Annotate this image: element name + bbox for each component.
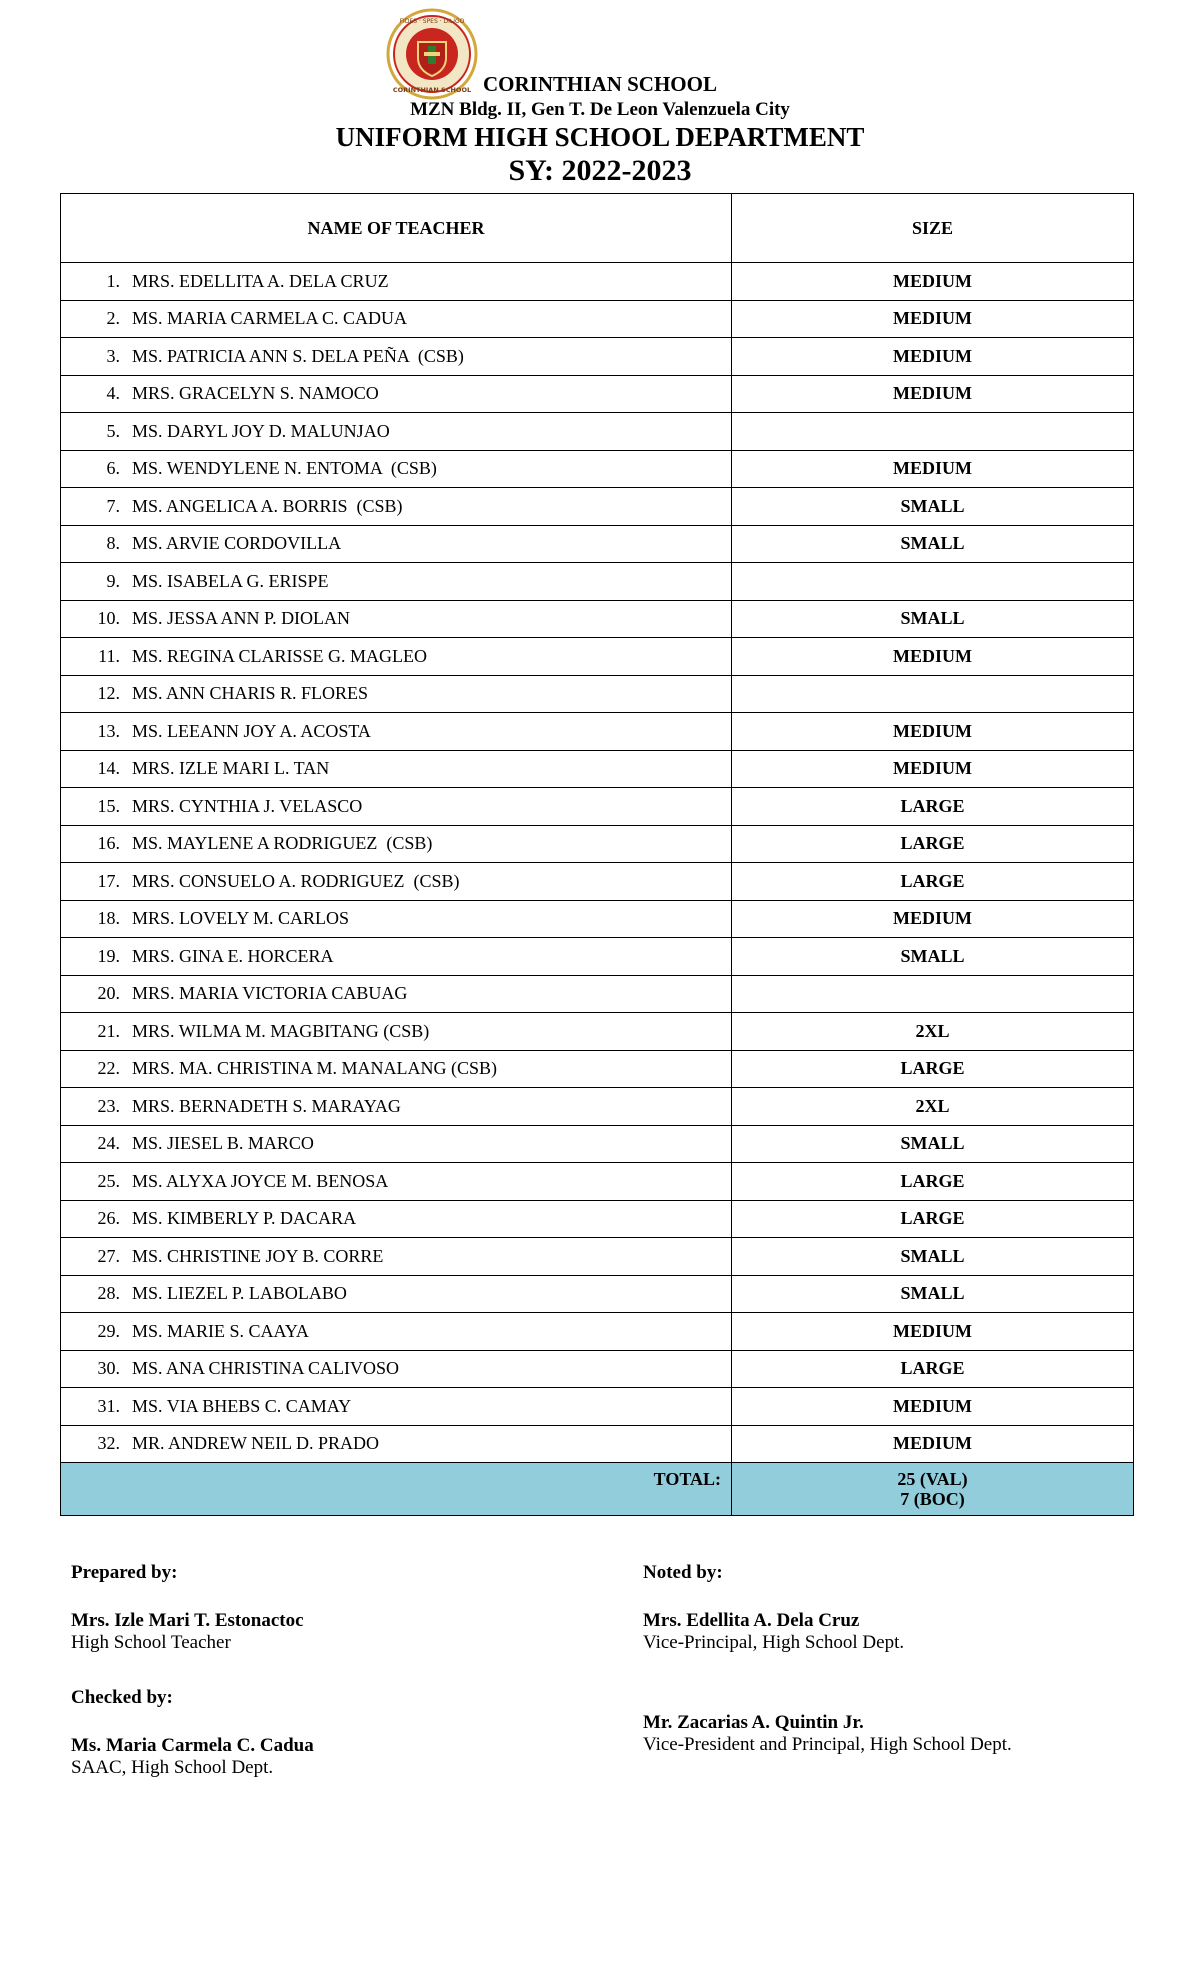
teacher-name-cell	[61, 675, 732, 713]
row-number: 1.	[106, 270, 120, 291]
teacher-name: MRS. LOVELY M. CARLOS	[132, 908, 350, 929]
uniform-size-table	[60, 193, 1134, 1516]
approved-by-title: Vice-President and Principal, High School Dept.	[643, 1734, 1012, 1755]
table-row	[61, 975, 1134, 1013]
uniform-size-cell: SMALL	[732, 525, 1134, 563]
teacher-name-cell	[61, 1350, 732, 1388]
table-row	[61, 338, 1134, 376]
teacher-name: MRS. GRACELYN S. NAMOCO	[132, 383, 379, 404]
noted-by-block	[643, 1562, 904, 1654]
teacher-name-cell	[61, 788, 732, 826]
teacher-name: MS. ARVIE CORDOVILLA	[132, 533, 342, 554]
teacher-name: MS. PATRICIA ANN S. DELA PEÑA (CSB)	[132, 345, 464, 366]
teacher-name-cell	[61, 713, 732, 751]
teacher-name: MS. LIEZEL P. LABOLABO	[132, 1283, 347, 1304]
table-row	[61, 675, 1134, 713]
approved-by-block	[643, 1712, 1012, 1756]
svg-text:CORINTHIAN SCHOOL: CORINTHIAN SCHOOL	[392, 86, 472, 94]
table-row	[61, 750, 1134, 788]
teacher-name: MS. MARIE S. CAAYA	[132, 1320, 309, 1341]
table-row	[61, 563, 1134, 601]
total-row	[61, 1463, 1134, 1516]
teacher-name: MR. ANDREW NEIL D. PRADO	[132, 1433, 380, 1454]
table-row	[61, 1425, 1134, 1463]
teacher-name: MRS. GINA E. HORCERA	[132, 945, 334, 966]
row-number: 6.	[106, 458, 120, 479]
teacher-name: MS. JESSA ANN P. DIOLAN	[132, 608, 351, 629]
table-row	[61, 1350, 1134, 1388]
prepared-by-title: High School Teacher	[71, 1632, 231, 1653]
teacher-name-cell	[61, 1163, 732, 1201]
table-row	[61, 600, 1134, 638]
table-row	[61, 863, 1134, 901]
teacher-name-cell	[61, 263, 732, 301]
row-number: 10.	[97, 608, 120, 629]
teacher-name: MRS. EDELLITA A. DELA CRUZ	[132, 270, 389, 291]
table-row	[61, 825, 1134, 863]
teacher-name-cell	[61, 413, 732, 451]
teacher-name-cell	[61, 938, 732, 976]
uniform-size-cell: SMALL	[732, 938, 1134, 976]
total-values	[732, 1463, 1134, 1516]
school-year: SY: 2022-2023	[508, 154, 692, 187]
teacher-name: MS. ANA CHRISTINA CALIVOSO	[132, 1358, 400, 1379]
uniform-size-cell: MEDIUM	[732, 713, 1134, 751]
row-number: 2.	[106, 308, 120, 329]
row-number: 17.	[97, 870, 120, 891]
row-number: 12.	[97, 683, 120, 704]
teacher-name-cell	[61, 975, 732, 1013]
uniform-size-cell	[732, 675, 1134, 713]
school-name: CORINTHIAN SCHOOL	[483, 72, 717, 96]
svg-text:FIDES · SPES · DILIGO: FIDES · SPES · DILIGO	[399, 18, 465, 25]
teacher-name: MRS. IZLE MARI L. TAN	[132, 758, 330, 779]
teacher-name: MS. REGINA CLARISSE G. MAGLEO	[132, 645, 428, 666]
table-row	[61, 788, 1134, 826]
uniform-size-cell: MEDIUM	[732, 900, 1134, 938]
row-number: 15.	[97, 795, 120, 816]
teacher-name: MS. CHRISTINE JOY B. CORRE	[132, 1245, 384, 1266]
teacher-name-cell	[61, 1388, 732, 1426]
row-number: 22.	[97, 1058, 120, 1079]
row-number: 18.	[97, 908, 120, 929]
teacher-name-cell	[61, 300, 732, 338]
uniform-size-cell	[732, 563, 1134, 601]
uniform-size-cell: SMALL	[732, 1238, 1134, 1276]
teacher-name: MS. ALYXA JOYCE M. BENOSA	[132, 1170, 389, 1191]
noted-by-label: Noted by:	[643, 1562, 723, 1583]
teacher-name: MS. DARYL JOY D. MALUNJAO	[132, 420, 390, 441]
uniform-size-cell: MEDIUM	[732, 375, 1134, 413]
table-row	[61, 263, 1134, 301]
uniform-size-cell: SMALL	[732, 488, 1134, 526]
row-number: 3.	[106, 345, 120, 366]
uniform-size-cell: 2XL	[732, 1088, 1134, 1126]
teacher-name: MS. MAYLENE A RODRIGUEZ (CSB)	[132, 833, 433, 854]
teacher-name-cell	[61, 600, 732, 638]
row-number: 29.	[97, 1320, 120, 1341]
size-column-header: SIZE	[732, 194, 1134, 263]
row-number: 25.	[97, 1170, 120, 1191]
teacher-name-cell	[61, 1238, 732, 1276]
teacher-name: MRS. CONSUELO A. RODRIGUEZ (CSB)	[132, 870, 460, 891]
table-row	[61, 1238, 1134, 1276]
name-column-header: NAME OF TEACHER	[61, 194, 732, 263]
row-number: 16.	[97, 833, 120, 854]
row-number: 31.	[97, 1395, 120, 1416]
uniform-size-cell: MEDIUM	[732, 1313, 1134, 1351]
teacher-name: MRS. MA. CHRISTINA M. MANALANG (CSB)	[132, 1058, 498, 1079]
teacher-name: MRS. BERNADETH S. MARAYAG	[132, 1095, 401, 1116]
teacher-name-cell	[61, 825, 732, 863]
checked-by-label: Checked by:	[71, 1687, 173, 1708]
row-number: 4.	[106, 383, 120, 404]
teacher-name: MS. LEEANN JOY A. ACOSTA	[132, 720, 371, 741]
table-row	[61, 1013, 1134, 1051]
table-row	[61, 1275, 1134, 1313]
teacher-name: MS. VIA BHEBS C. CAMAY	[132, 1395, 352, 1416]
uniform-size-cell: MEDIUM	[732, 300, 1134, 338]
teacher-name-cell	[61, 1125, 732, 1163]
uniform-size-cell: LARGE	[732, 825, 1134, 863]
uniform-size-cell: SMALL	[732, 1275, 1134, 1313]
uniform-size-cell: LARGE	[732, 1163, 1134, 1201]
uniform-size-cell: MEDIUM	[732, 263, 1134, 301]
teacher-name-cell	[61, 450, 732, 488]
uniform-size-cell: LARGE	[732, 788, 1134, 826]
teacher-name: MS. ANN CHARIS R. FLORES	[132, 683, 369, 704]
row-number: 20.	[97, 983, 120, 1004]
teacher-name-cell	[61, 338, 732, 376]
uniform-size-cell: SMALL	[732, 1125, 1134, 1163]
prepared-by-name: Mrs. Izle Mari T. Estonactoc	[71, 1610, 304, 1631]
noted-by-name: Mrs. Edellita A. Dela Cruz	[643, 1610, 860, 1631]
row-number: 30.	[97, 1358, 120, 1379]
checked-by-name: Ms. Maria Carmela C. Cadua	[71, 1735, 314, 1756]
prepared-by-label: Prepared by:	[71, 1562, 178, 1583]
teacher-name: MS. JIESEL B. MARCO	[132, 1133, 314, 1154]
table-row	[61, 1163, 1134, 1201]
table-row	[61, 413, 1134, 451]
noted-by-title: Vice-Principal, High School Dept.	[643, 1632, 905, 1653]
row-number: 24.	[97, 1133, 120, 1154]
teacher-name-cell	[61, 1313, 732, 1351]
total-label: TOTAL:	[61, 1463, 732, 1516]
total-val: 25 (VAL)	[897, 1469, 968, 1489]
row-number: 27.	[97, 1245, 120, 1266]
table-row	[61, 450, 1134, 488]
table-row	[61, 1388, 1134, 1426]
uniform-size-cell: MEDIUM	[732, 638, 1134, 676]
uniform-size-cell: MEDIUM	[732, 1425, 1134, 1463]
uniform-size-cell: MEDIUM	[732, 1388, 1134, 1426]
row-number: 13.	[97, 720, 120, 741]
teacher-name-cell	[61, 900, 732, 938]
teacher-name-cell	[61, 375, 732, 413]
teacher-name: MS. ISABELA G. ERISPE	[132, 570, 329, 591]
teacher-name-cell	[61, 525, 732, 563]
table-row	[61, 1088, 1134, 1126]
teacher-name-cell	[61, 863, 732, 901]
uniform-size-cell: LARGE	[732, 863, 1134, 901]
teacher-name-cell	[61, 1425, 732, 1463]
table-row	[61, 300, 1134, 338]
row-number: 26.	[97, 1208, 120, 1229]
approved-by-name: Mr. Zacarias A. Quintin Jr.	[643, 1712, 864, 1733]
table-row	[61, 488, 1134, 526]
row-number: 28.	[97, 1283, 120, 1304]
teacher-name: MRS. CYNTHIA J. VELASCO	[132, 795, 363, 816]
uniform-size-cell	[732, 975, 1134, 1013]
row-number: 14.	[97, 758, 120, 779]
table-row	[61, 638, 1134, 676]
teacher-name-cell	[61, 750, 732, 788]
table-row	[61, 900, 1134, 938]
table-row	[61, 375, 1134, 413]
uniform-size-cell: SMALL	[732, 600, 1134, 638]
checked-by-block	[71, 1687, 314, 1779]
teacher-name-cell	[61, 1013, 732, 1051]
uniform-size-cell: LARGE	[732, 1050, 1134, 1088]
teacher-name: MS. MARIA CARMELA C. CADUA	[132, 308, 408, 329]
row-number: 32.	[97, 1433, 120, 1454]
table-row	[61, 1200, 1134, 1238]
table-row	[61, 713, 1134, 751]
uniform-size-cell: MEDIUM	[732, 450, 1134, 488]
uniform-size-cell: 2XL	[732, 1013, 1134, 1051]
table-row	[61, 1313, 1134, 1351]
table-row	[61, 1125, 1134, 1163]
row-number: 19.	[97, 945, 120, 966]
teacher-name: MS. ANGELICA A. BORRIS (CSB)	[132, 495, 403, 516]
table-row	[61, 1050, 1134, 1088]
teacher-name: MS. KIMBERLY P. DACARA	[132, 1208, 357, 1229]
teacher-name: MRS. MARIA VICTORIA CABUAG	[132, 983, 408, 1004]
row-number: 7.	[106, 495, 120, 516]
uniform-size-cell	[732, 413, 1134, 451]
row-number: 21.	[97, 1020, 120, 1041]
table-header-row	[61, 194, 1134, 263]
teacher-name-cell	[61, 1275, 732, 1313]
teacher-name-cell	[61, 1050, 732, 1088]
table-row	[61, 525, 1134, 563]
school-address: MZN Bldg. II, Gen T. De Leon Valenzuela City	[410, 99, 790, 120]
document-title: UNIFORM HIGH SCHOOL DEPARTMENT	[335, 122, 865, 152]
table-body	[61, 263, 1134, 1463]
teacher-name: MRS. WILMA M. MAGBITANG (CSB)	[132, 1020, 430, 1041]
row-number: 23.	[97, 1095, 120, 1116]
row-number: 5.	[106, 420, 120, 441]
row-number: 8.	[106, 533, 120, 554]
teacher-name-cell	[61, 638, 732, 676]
uniform-size-cell: LARGE	[732, 1200, 1134, 1238]
teacher-name-cell	[61, 1200, 732, 1238]
uniform-size-cell: MEDIUM	[732, 750, 1134, 788]
teacher-name: MS. WENDYLENE N. ENTOMA (CSB)	[132, 458, 437, 479]
checked-by-title: SAAC, High School Dept.	[71, 1757, 274, 1778]
prepared-by-block	[71, 1562, 304, 1654]
teacher-name-cell	[61, 488, 732, 526]
teacher-name-cell	[61, 563, 732, 601]
table-row	[61, 938, 1134, 976]
uniform-size-cell: LARGE	[732, 1350, 1134, 1388]
row-number: 9.	[106, 570, 120, 591]
row-number: 11.	[98, 645, 120, 666]
total-boc: 7 (BOC)	[900, 1489, 965, 1509]
uniform-size-cell: MEDIUM	[732, 338, 1134, 376]
teacher-name-cell	[61, 1088, 732, 1126]
